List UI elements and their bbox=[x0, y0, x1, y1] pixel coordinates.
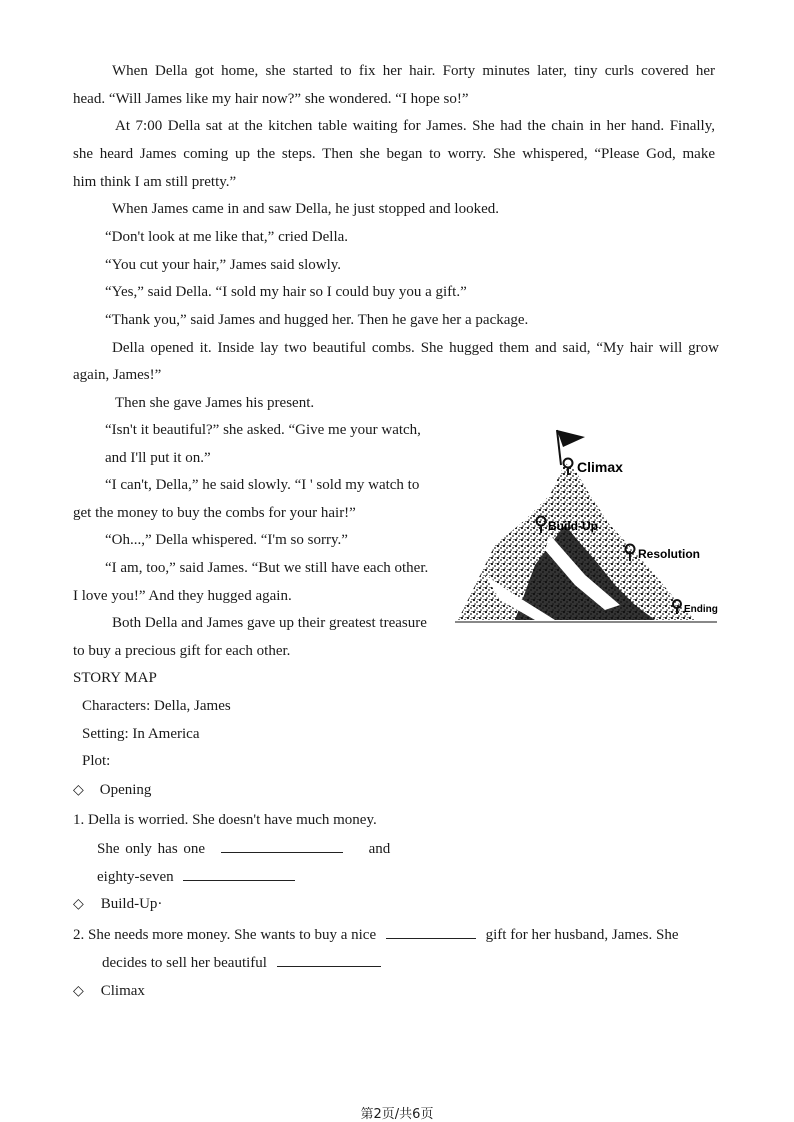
story-paragraph-11-line-1: “I can't, Della,” he said slowly. “I ' sold my watch to bbox=[105, 477, 420, 493]
story-map-characters: Characters: Della, James bbox=[82, 698, 231, 714]
story-paragraph-3: When James came in and saw Della, he just stopped and looked. bbox=[112, 201, 499, 217]
diamond-bullet-icon: ◇ bbox=[73, 983, 84, 999]
build-up-section-label bbox=[73, 894, 162, 914]
question-1-line-2 bbox=[97, 838, 390, 859]
story-paragraph-2-line-2: she heard James coming up the steps. Then she began to worry. She whispered, “Please God, make bbox=[73, 146, 715, 162]
question-1-text-a: She only has one bbox=[97, 841, 206, 857]
build-up-label-text: Build-Up· bbox=[100, 896, 163, 912]
ending-label: Ending bbox=[684, 604, 718, 615]
story-paragraph-13-line-1: “I am, too,” said James. “But we still have each other. bbox=[105, 560, 429, 576]
story-map-setting: Setting: In America bbox=[82, 726, 200, 742]
question-2-text-b: gift for her husband, James. She bbox=[485, 927, 679, 943]
story-paragraph-12: “Oh...,” Della whispered. “I'm so sorry.” bbox=[105, 532, 348, 548]
story-paragraph-2-line-3: him think I am still pretty.” bbox=[73, 174, 237, 190]
build-up-label: Build-Up bbox=[548, 519, 598, 533]
question-1-line-1: 1. Della is worried. She doesn't have much money. bbox=[73, 812, 377, 828]
story-paragraph-10-line-2: and I'll put it on.” bbox=[105, 450, 211, 466]
plot-mountain-illustration bbox=[455, 425, 725, 635]
diamond-bullet-icon: ◇ bbox=[73, 896, 84, 912]
story-map-plot: Plot: bbox=[82, 753, 111, 769]
question-2-line-2 bbox=[102, 952, 381, 973]
question-2-text-c: decides to sell her beautiful bbox=[102, 955, 267, 971]
story-paragraph-14-line-2: to buy a precious gift for each other. bbox=[73, 643, 291, 659]
story-paragraph-4: “Don't look at me like that,” cried Della. bbox=[105, 229, 349, 245]
answer-blank-2[interactable] bbox=[183, 866, 295, 881]
mountain-shape bbox=[455, 463, 717, 622]
story-paragraph-5: “You cut your hair,” James said slowly. bbox=[105, 257, 342, 273]
story-paragraph-11-line-2: get the money to buy the combs for your hair!” bbox=[73, 505, 356, 521]
diamond-bullet-icon: ◇ bbox=[73, 782, 84, 798]
story-paragraph-1-line-1: When Della got home, she started to fix her hair. Forty minutes later, tiny curls covered her bbox=[112, 63, 715, 79]
story-paragraph-1-line-2: head. “Will James like my hair now?” she wondered. “I hope so!” bbox=[73, 91, 469, 107]
page-number: 第2页/共6页 bbox=[360, 1107, 434, 1122]
question-1-text-b: and bbox=[368, 841, 391, 857]
question-2-text-a: 2. She needs more money. She wants to buy a nice bbox=[73, 927, 377, 943]
answer-blank-3[interactable] bbox=[386, 924, 476, 939]
story-paragraph-10-line-1: “Isn't it beautiful?” she asked. “Give me your watch, bbox=[105, 422, 421, 438]
story-paragraph-2-line-1: At 7:00 Della sat at the kitchen table waiting for James. She had the chain in her hand. Finally, bbox=[115, 118, 715, 134]
story-paragraph-7: “Thank you,” said James and hugged her. Then he gave her a package. bbox=[105, 312, 529, 328]
story-paragraph-6: “Yes,” said Della. “I sold my hair so I could buy you a gift.” bbox=[105, 284, 467, 300]
opening-section-label bbox=[73, 780, 151, 800]
resolution-label: Resolution bbox=[638, 547, 700, 561]
question-1-text-c: eighty-seven bbox=[97, 869, 174, 885]
opening-label: Opening bbox=[99, 782, 152, 798]
story-paragraph-9: Then she gave James his present. bbox=[115, 395, 315, 411]
story-paragraph-8-line-2: again, James!” bbox=[73, 367, 162, 383]
answer-blank-4[interactable] bbox=[277, 952, 381, 967]
story-map-heading: STORY MAP bbox=[73, 670, 157, 686]
climax-label-text: Climax bbox=[100, 983, 145, 999]
question-2-line-1 bbox=[73, 924, 725, 945]
answer-blank-1[interactable] bbox=[221, 838, 343, 853]
question-1-line-3 bbox=[97, 866, 295, 887]
climax-label: Climax bbox=[577, 459, 623, 475]
story-paragraph-8-line-1: Della opened it. Inside lay two beautiful combs. She hugged them and said, “My hair will grow bbox=[112, 340, 719, 356]
story-paragraph-14-line-1: Both Della and James gave up their greatest treasure bbox=[112, 615, 427, 631]
climax-section-label bbox=[73, 981, 145, 1001]
story-paragraph-13-line-2: I love you!” And they hugged again. bbox=[73, 588, 292, 604]
